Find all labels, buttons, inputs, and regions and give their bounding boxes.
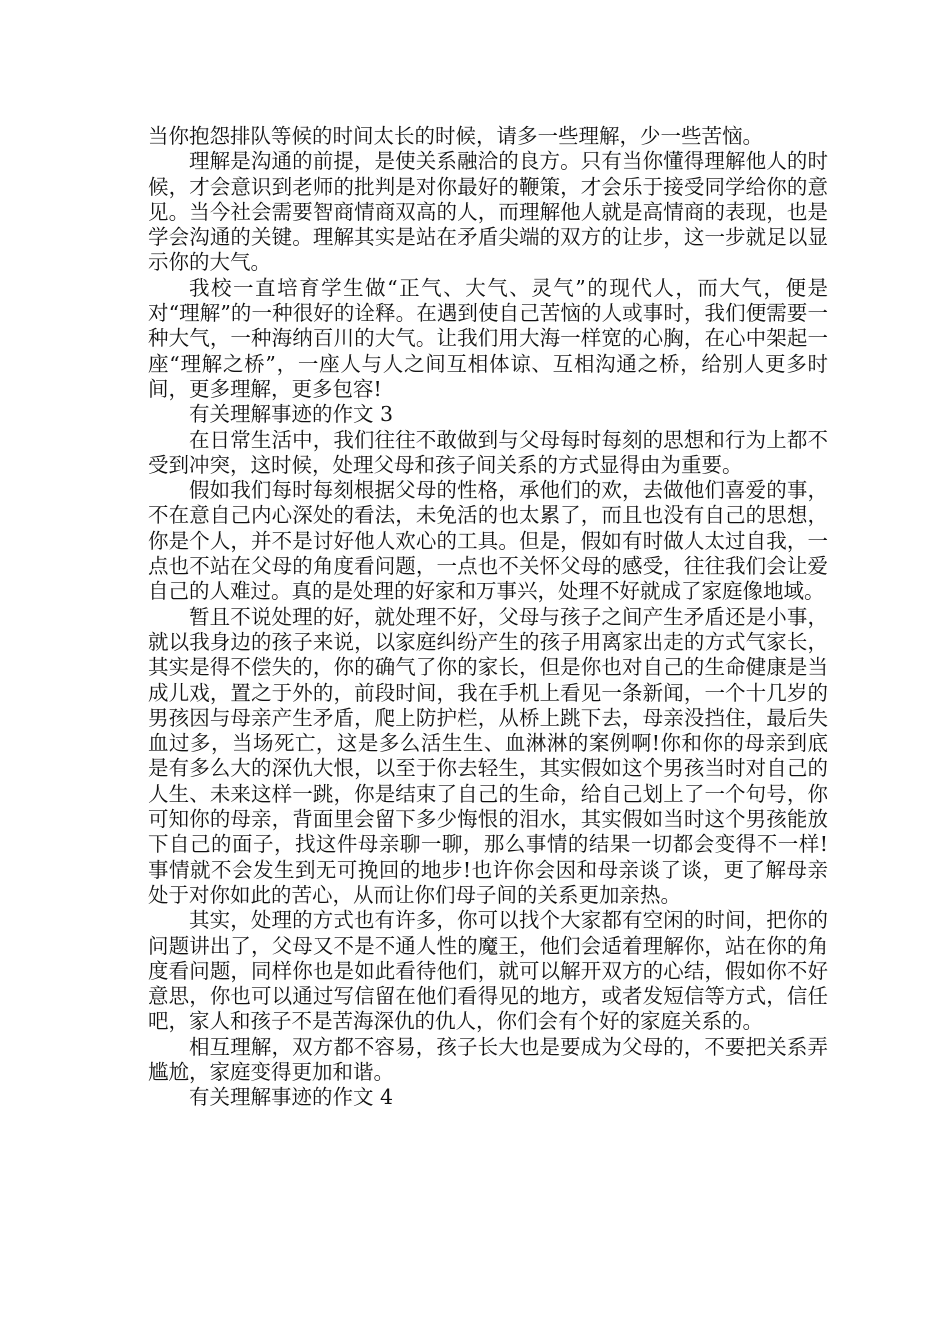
paragraph: 相互理解，双方都不容易，孩子长大也是要成为父母的，不要把关系弄尴尬，家庭变得更加和谐。	[148, 1034, 828, 1084]
document-page	[148, 124, 828, 1111]
paragraph: 假如我们每时每刻根据父母的性格，承他们的欢，去做他们喜爱的事，不在意自己内心深处的看法，未免活的也太累了，而且也没有自己的思想，你是个人，并不是讨好他人欢心的工具。但是，假如有时做人太过自我，一点也不站在父母的角度看问题，一点也不关怀父母的感受，往往我们会让爱自己的人难过。真的是处理的好家和万事兴，处理不好就成了家庭像地域。	[148, 478, 828, 604]
section-heading: 有关理解事迹的作文 3	[189, 402, 394, 427]
paragraph: 我校一直培育学生做“正气、大气、灵气”的现代人，而大气，便是对“理解”的一种很好的诠释。在遇到使自己苦恼的人或事时，我们便需要一种大气，一种海纳百川的大气。让我们用大海一样宽的心胸，在心中架起一座“理解之桥”，一座人与人之间互相体谅、互相沟通之桥，给别人更多时间，更多理解，更多包容!	[148, 275, 828, 401]
paragraph: 理解是沟通的前提，是使关系融洽的良方。只有当你懂得理解他人的时候，才会意识到老师的批判是对你最好的鞭策，才会乐于接受同学给你的意见。当今社会需要智商情商双高的人，而理解他人就是高情商的表现，也是学会沟通的关键。理解其实是站在矛盾尖端的双方的让步，这一步就足以显示你的大气。	[148, 149, 828, 275]
section-heading: 有关理解事迹的作文 4	[189, 1085, 394, 1110]
paragraph: 暂且不说处理的好，就处理不好，父母与孩子之间产生矛盾还是小事，就以我身边的孩子来说，以家庭纠纷产生的孩子用离家出走的方式气家长，其实是得不偿失的，你的确气了你的家长，但是你也对自己的生命健康是当成儿戏，置之于外的，前段时间，我在手机上看见一条新闻，一个十几岁的男孩因与母亲产生矛盾，爬上防护栏，从桥上跳下去，母亲没挡住，最后失血过多，当场死亡，这是多么活生生、血淋淋的案例啊!你和你的母亲到底是有多么大的深仇大恨，以至于你去轻生，其实假如这个男孩当时对自己的人生、未来这样一跳，你是结束了自己的生命，给自己划上了一个句号，你可知你的母亲，背面里会留下多少悔恨的泪水，其实假如当时这个男孩能放下自己的面子，找这件母亲聊一聊，那么事情的结果一切都会变得不一样!事情就不会发生到无可挽回的地步!也许你会因和母亲谈了谈，更了解母亲处于对你如此的苦心，从而让你们母子间的关系更加亲热。	[148, 604, 828, 907]
paragraph: 其实，处理的方式也有许多，你可以找个大家都有空闲的时间，把你的问题讲出了，父母又不是不通人性的魔王，他们会适着理解你，站在你的角度看问题，同样你也是如此看待他们，就可以解开双方的心结，假如你不好意思，你也可以通过写信留在他们看得见的地方，或者发短信等方式，信任吧，家人和孩子不是苦海深仇的仇人，你们会有个好的家庭关系的。	[148, 908, 828, 1034]
paragraph: 在日常生活中，我们往往不敢做到与父母每时每刻的思想和行为上都不受到冲突，这时候，处理父母和孩子间关系的方式显得由为重要。	[148, 427, 828, 477]
paragraph: 当你抱怨排队等候的时间太长的时候，请多一些理解，少一些苦恼。	[148, 124, 763, 148]
